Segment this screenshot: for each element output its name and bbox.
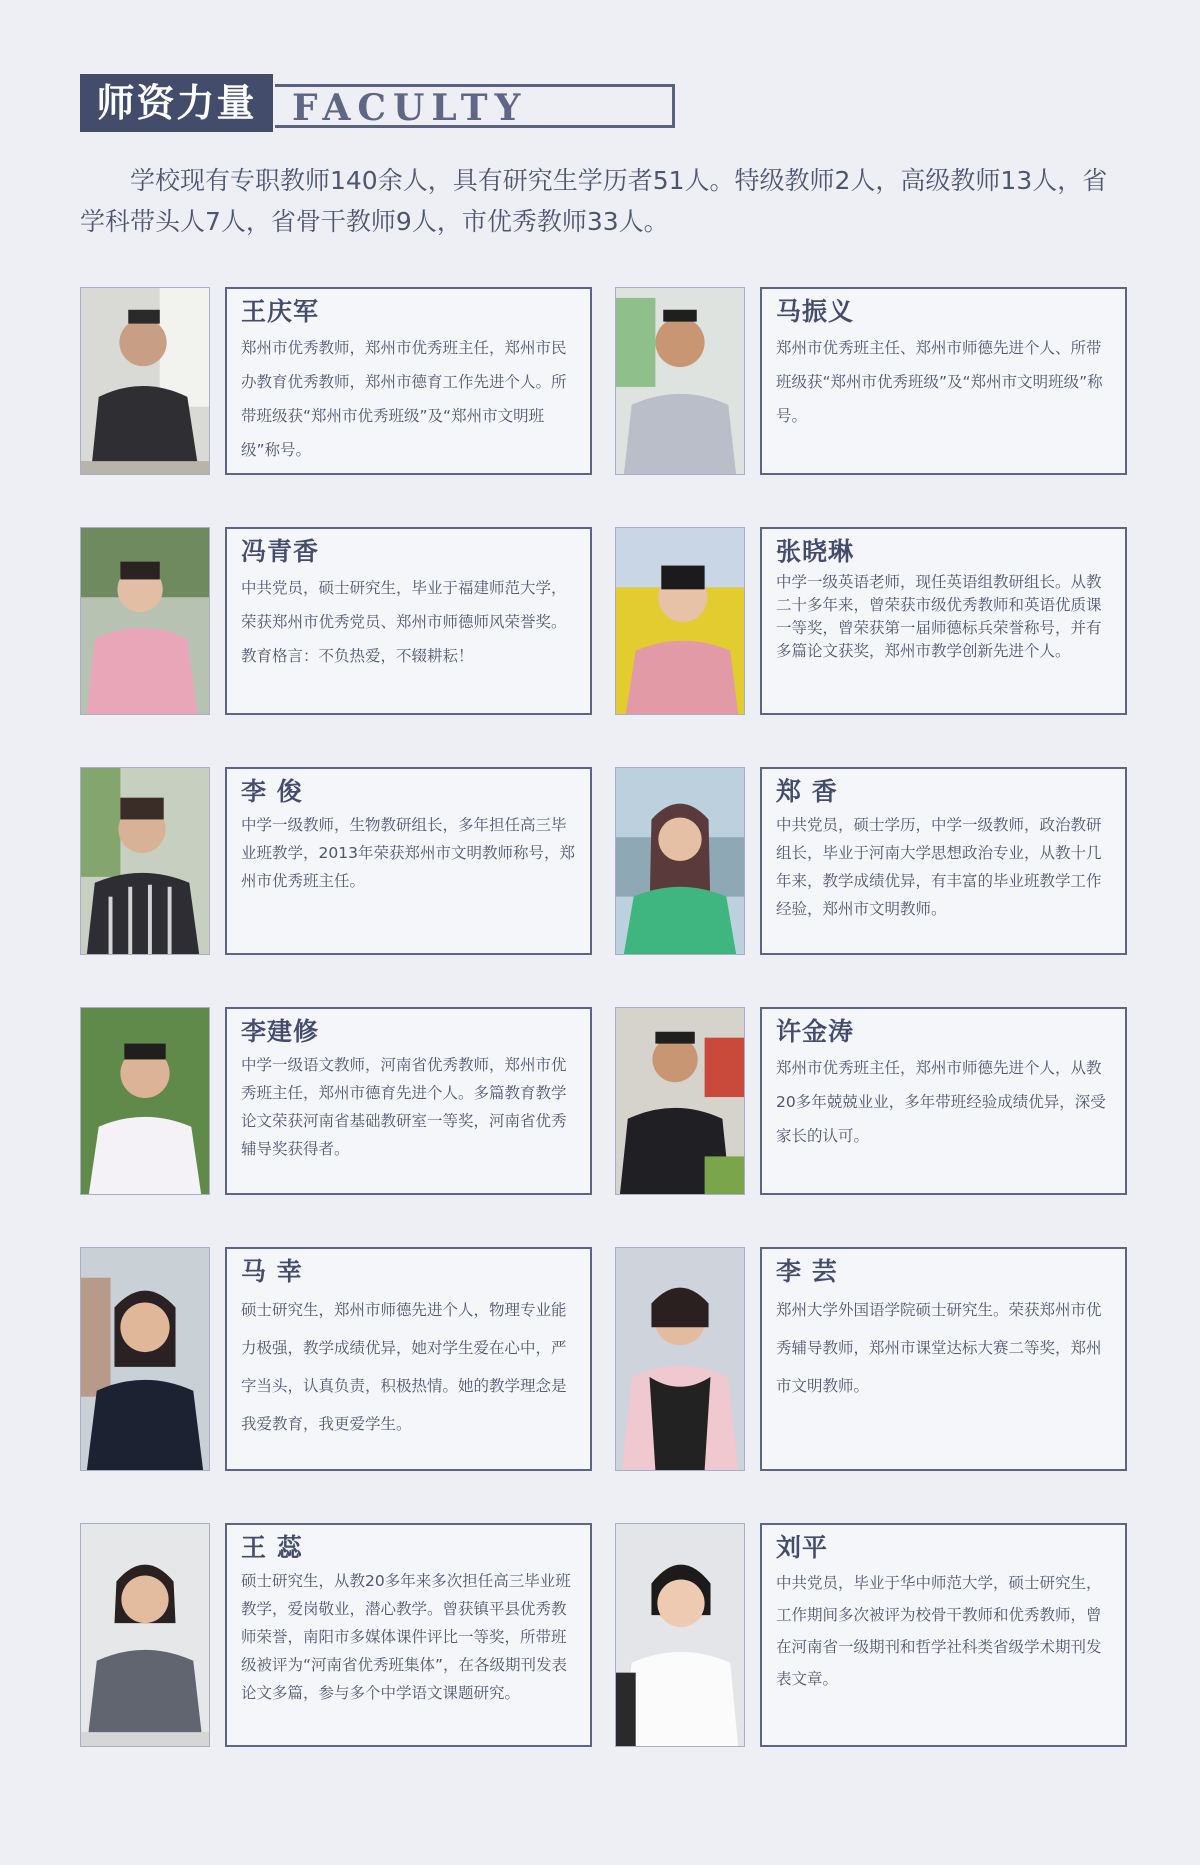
teacher-name: 张晓琳 [776, 537, 855, 566]
teacher-description: 郑州市优秀班主任、郑州市师德先进个人、所带班级获“郑州市优秀班级”及“郑州市文明班级”称号。 [776, 339, 1103, 425]
teacher-photo [80, 1007, 210, 1195]
teacher-info [760, 1247, 1127, 1471]
teacher-description: 中学一级语文教师，河南省优秀教师，郑州市优秀班主任，郑州市德育先进个人。多篇教育教学论文荣获河南省基础教研室一等奖，河南省优秀辅导奖获得者。 [241, 1056, 567, 1158]
teacher-name: 刘平 [776, 1533, 829, 1562]
teacher-info [225, 287, 592, 475]
teacher-photo [80, 767, 210, 955]
teacher-name: 李 芸 [776, 1257, 838, 1286]
teacher-info [760, 767, 1127, 955]
teacher-info [225, 527, 592, 715]
teacher-description: 硕士研究生，郑州市师德先进个人，物理专业能力极强，教学成绩优异，她对学生爱在心中，严字当头，认真负责，积极热情。她的教学理念是我爱教育，我更爱学生。 [241, 1301, 567, 1433]
teacher-description: 中共党员，硕士研究生，毕业于福建师范大学，荣获郑州市优秀党员、郑州市师德师风荣誉奖。教育格言：不负热爱，不辍耕耘！ [241, 579, 567, 665]
teacher-info [760, 527, 1127, 715]
teacher-info [225, 1247, 592, 1471]
intro-paragraph: 学校现有专职教师140余人，具有研究生学历者51人。特级教师2人，高级教师13人，省学科带头人7人，省骨干教师9人，市优秀教师33人。 [80, 166, 1108, 236]
section-title: 师资力量 [80, 74, 273, 132]
teacher-info [760, 1007, 1127, 1195]
teacher-description: 郑州大学外国语学院硕士研究生。荣获郑州市优秀辅导教师，郑州市课堂达标大赛二等奖，郑州市文明教师。 [776, 1301, 1102, 1395]
teacher-description: 中共党员，硕士学历，中学一级教师，政治教研组长，毕业于河南大学思想政治专业，从教十几年来，教学成绩优异，有丰富的毕业班教学工作经验，郑州市文明教师。 [776, 816, 1102, 918]
teacher-name: 冯青香 [241, 537, 320, 566]
teacher-description: 郑州市优秀教师，郑州市优秀班主任，郑州市民办教育优秀教师，郑州市德育工作先进个人。所带班级获“郑州市优秀班级”及“郑州市文明班级”称号。 [241, 339, 567, 459]
teacher-info [760, 1523, 1127, 1747]
teacher-description: 中共党员，毕业于华中师范大学，硕士研究生，工作期间多次被评为校骨干教师和优秀教师，曾在河南省一级期刊和哲学社科类省级学术期刊发表文章。 [776, 1574, 1102, 1688]
teacher-photo [80, 527, 210, 715]
teacher-description: 郑州市优秀班主任，郑州市师德先进个人，从教20多年兢兢业业，多年带班经验成绩优异，深受家长的认可。 [776, 1059, 1106, 1145]
teacher-photo [615, 287, 745, 475]
teacher-description: 硕士研究生，从教20多年来多次担任高三毕业班教学，爱岗敬业，潜心教学。曾获镇平县优秀教师荣誉，南阳市多媒体课件评比一等奖，所带班级被评为“河南省优秀班集体”，在各级期刊发表论文多篇，参与多个中学语文课题研究。 [241, 1572, 571, 1702]
teacher-name: 王 蕊 [241, 1533, 303, 1562]
teacher-info [225, 1007, 592, 1195]
teacher-name: 马振义 [776, 297, 855, 326]
teacher-name: 许金涛 [776, 1017, 855, 1046]
teacher-info [225, 1523, 592, 1747]
teacher-name: 李建修 [241, 1017, 320, 1046]
teacher-name: 马 幸 [241, 1257, 303, 1286]
teacher-name: 郑 香 [776, 777, 838, 806]
teacher-photo [80, 1247, 210, 1471]
teacher-photo [615, 767, 745, 955]
section-subtitle: FACULTY [292, 87, 528, 129]
section-header [80, 74, 678, 134]
teacher-name: 李 俊 [241, 777, 303, 806]
teacher-photo [615, 1247, 745, 1471]
teacher-photo [80, 1523, 210, 1747]
teacher-photo [615, 1007, 745, 1195]
teacher-info [225, 767, 592, 955]
teacher-photo [80, 287, 210, 475]
teacher-description: 中学一级教师，生物教研组长，多年担任高三毕业班教学，2013年荣获郑州市文明教师称号，郑州市优秀班主任。 [241, 816, 575, 890]
teacher-photo [615, 1523, 745, 1747]
teacher-info [760, 287, 1127, 475]
teacher-photo [615, 527, 745, 715]
teacher-description: 中学一级英语老师，现任英语组教研组长。从教二十多年来，曾荣获市级优秀教师和英语优质课一等奖，曾荣获第一届师德标兵荣誉称号，并有多篇论文获奖，郑州市教学创新先进个人。 [776, 573, 1102, 660]
teacher-name: 王庆军 [241, 297, 320, 326]
